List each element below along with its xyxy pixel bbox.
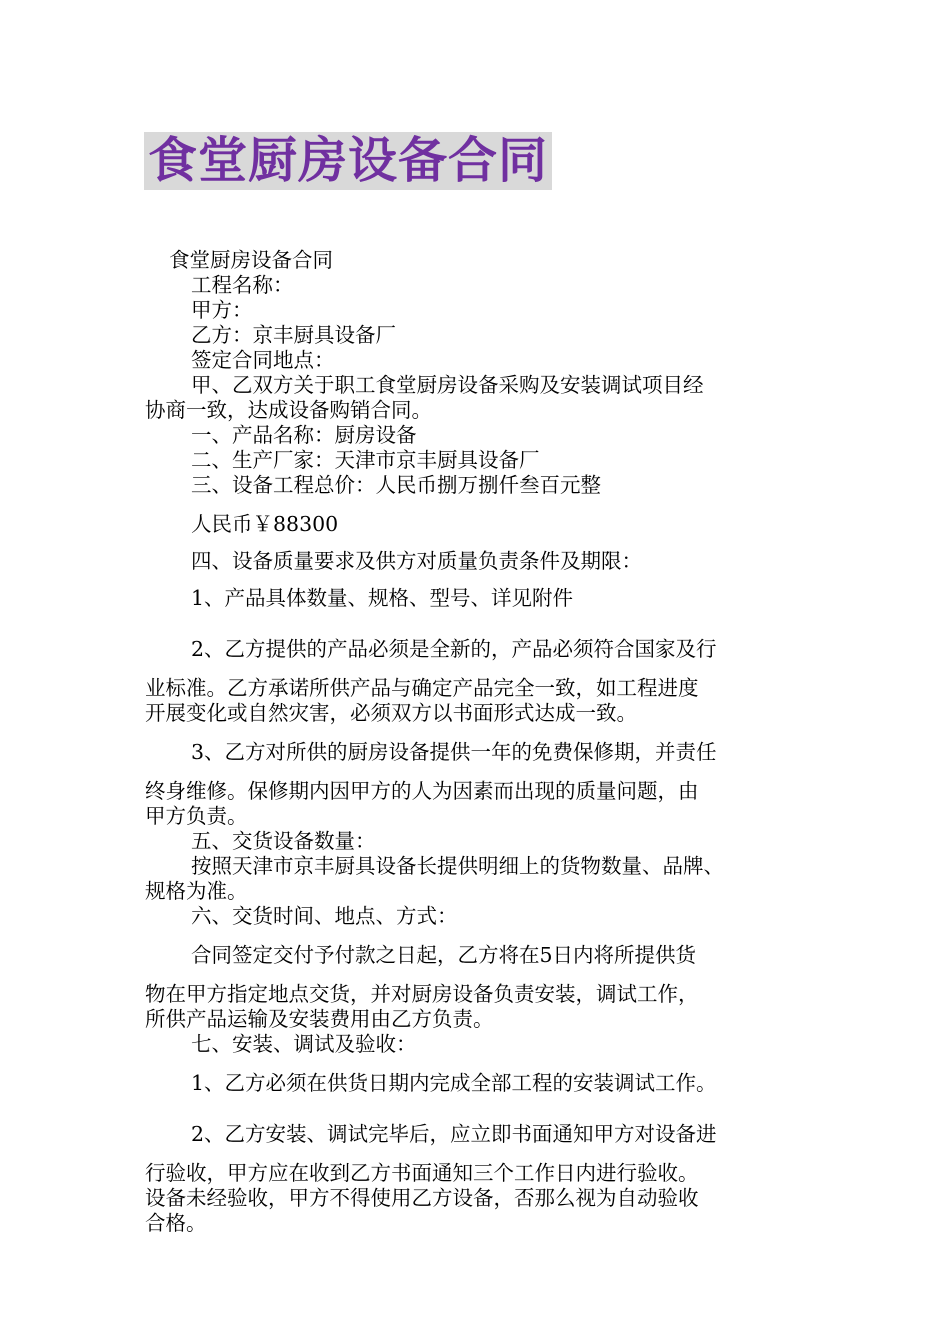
paragraph-line: 规格为准。	[145, 879, 248, 903]
paragraph-line: 物在甲方指定地点交货，并对厨房设备负责安装，调试工作，	[145, 982, 699, 1006]
section-heading: 三、设备工程总价：人民币捌万捌仟叁百元整	[191, 473, 601, 497]
paragraph-line: 业标准。乙方承诺所供产品与确定产品完全一致，如工程进度	[145, 676, 699, 700]
paragraph-line: 行验收，甲方应在收到乙方书面通知三个工作日内进行验收。	[145, 1161, 699, 1185]
paragraph-line: 设备未经验收，甲方不得使用乙方设备，否那么视为自动验收	[145, 1186, 699, 1210]
section-heading: 五、交货设备数量：	[191, 829, 376, 853]
project-name: 工程名称：	[191, 273, 294, 297]
paragraph-line: 合同签定交付予付款之日起，乙方将在5日内将所提供货	[191, 943, 697, 967]
amount-line: 人民币￥88300	[191, 512, 339, 536]
paragraph-line: 终身维修。保修期内因甲方的人为因素而出现的质量问题，由	[145, 779, 699, 803]
document-title: 食堂厨房设备合同	[148, 132, 549, 189]
intro-line: 协商一致，达成设备购销合同。	[145, 398, 432, 422]
paragraph-line: 开展变化或自然灾害，必须双方以书面形式达成一致。	[145, 701, 637, 725]
paragraph-line: 1、乙方必须在供货日期内完成全部工程的安装调试工作。	[191, 1071, 717, 1095]
section-heading: 二、生产厂家：天津市京丰厨具设备厂	[191, 448, 540, 472]
contract-location: 签定合同地点：	[191, 348, 335, 372]
section-heading: 六、交货时间、地点、方式：	[191, 904, 458, 928]
paragraph-line: 按照天津市京丰厨具设备长提供明细上的货物数量、品牌、	[191, 854, 724, 878]
paragraph-line: 2、乙方提供的产品必须是全新的，产品必须符合国家及行	[191, 637, 717, 661]
intro-line: 甲、乙双方关于职工食堂厨房设备采购及安装调试项目经	[191, 373, 704, 397]
paragraph-line: 2、乙方安装、调试完毕后，应立即书面通知甲方对设备进	[191, 1122, 717, 1146]
paragraph-line: 甲方负责。	[145, 804, 248, 828]
title-highlight	[144, 132, 552, 190]
paragraph-line: 合格。	[145, 1211, 207, 1235]
section-heading: 四、设备质量要求及供方对质量负责条件及期限：	[191, 549, 642, 573]
paragraph-line: 所供产品运输及安装费用由乙方负责。	[145, 1007, 494, 1031]
document-body	[145, 248, 835, 1236]
party-b: 乙方：京丰厨具设备厂	[191, 323, 396, 347]
paragraph-line: 3、乙方对所供的厨房设备提供一年的免费保修期，并责任	[191, 740, 717, 764]
section-heading: 七、安装、调试及验收：	[191, 1032, 417, 1056]
section-heading: 一、产品名称：厨房设备	[191, 423, 417, 447]
party-a: 甲方：	[191, 298, 253, 322]
subtitle: 食堂厨房设备合同	[169, 248, 333, 272]
paragraph-line: 1、产品具体数量、规格、型号、详见附件	[191, 586, 574, 610]
